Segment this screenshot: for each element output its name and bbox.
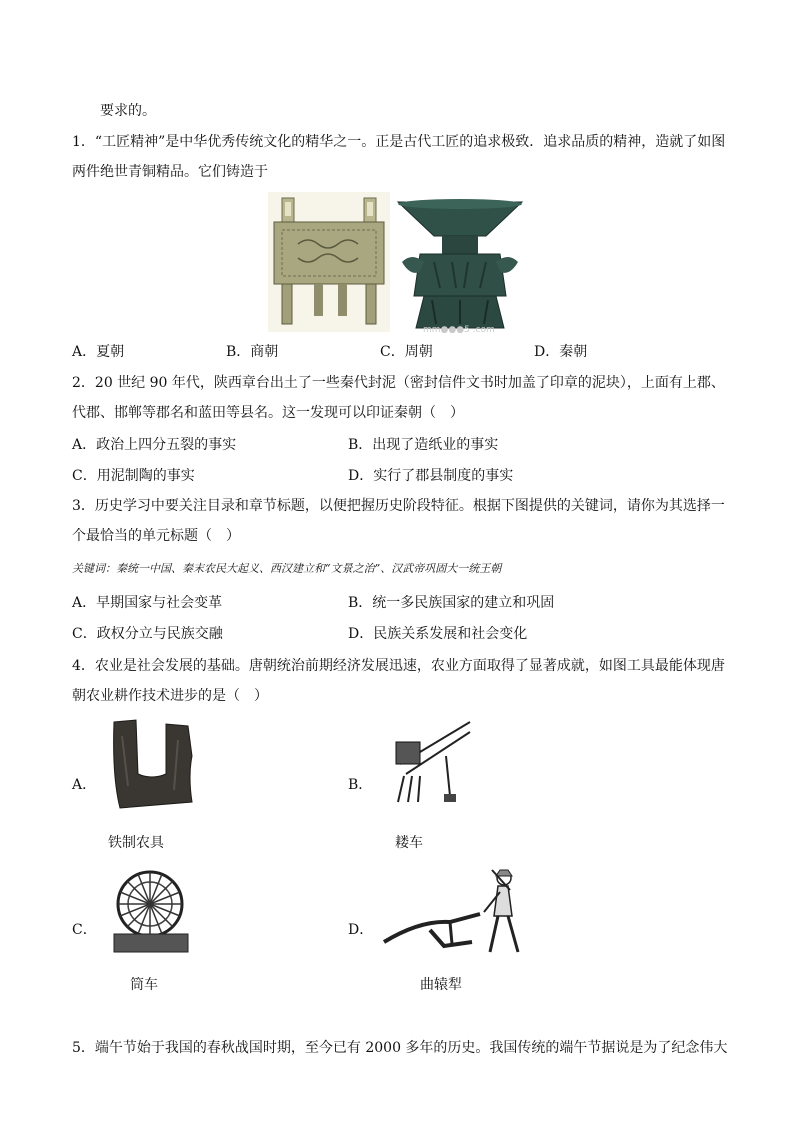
q2-option-c[interactable]: C．用泥制陶的事实 [72, 468, 195, 484]
q1-stem-line2: 两件绝世青铜精品。它们铸造于 [72, 164, 268, 180]
q1-stem-line1: 1．“工匠精神”是中华优秀传统文化的精华之一。正是古代工匠的追求极致．追求品质的精神，造就了如图 [72, 134, 726, 150]
q1-option-c[interactable]: C．周朝 [380, 344, 433, 360]
iron-tool-image [108, 716, 198, 812]
q4-caption-d: 曲辕犁 [420, 977, 462, 993]
q2-stem-line2: 代郡、邯郸等郡名和蓝田等县名。这一发现可以印证秦朝（ ） [72, 405, 464, 421]
q4-caption-b: 耧车 [395, 835, 423, 851]
intro-text: 要求的。 [100, 103, 156, 119]
q4-caption-c: 筒车 [130, 977, 158, 993]
q1-option-d[interactable]: D．秦朝 [534, 344, 588, 360]
q2-option-b[interactable]: B．出现了造纸业的事实 [348, 437, 499, 453]
q3-stem-line2: 个最恰当的单元标题（ ） [72, 528, 240, 544]
q3-option-d[interactable]: D．民族关系发展和社会变化 [348, 626, 528, 642]
q4-option-c-letter[interactable]: C． [72, 922, 97, 938]
q3-stem-line1: 3．历史学习中要关注目录和章节标题，以便把握历史阶段特征。根据下图提供的关键词，请你为其选择一 [72, 498, 725, 514]
image-watermark: mm●●●5 .com [423, 325, 495, 335]
q4-option-a-letter[interactable]: A． [72, 777, 97, 793]
q2-option-d[interactable]: D．实行了郡县制度的事实 [348, 468, 514, 484]
q5-stem-line1: 5．端午节始于我国的春秋战国时期，至今已有 2000 多年的历史。我国传统的端午节据说是为了纪念伟大 [72, 1040, 728, 1056]
q3-option-c[interactable]: C．政权分立与民族交融 [72, 626, 223, 642]
curved-plough-image [380, 864, 530, 960]
seed-drill-image [380, 716, 476, 812]
q4-stem-line1: 4．农业是社会发展的基础。唐朝统治前期经济发展迅速，农业方面取得了显著成就，如图工具最能体现唐 [72, 658, 725, 674]
q3-keywords: 关键词：秦统一中国、秦末农民大起义、西汉建立和“文景之治”、汉武帝巩固大一统王朝 [72, 562, 502, 575]
q2-stem-line1: 2．20 世纪 90 年代，陕西章台出土了一些秦代封泥（密封信件文书时加盖了印章的泥块），上面有上郡、 [72, 375, 725, 391]
q4-stem-line2: 朝农业耕作技术进步的是（ ） [72, 688, 268, 704]
q4-option-d-letter[interactable]: D． [348, 922, 374, 938]
bronze-zun-image [394, 196, 526, 336]
q2-option-a[interactable]: A．政治上四分五裂的事实 [72, 437, 237, 453]
q4-option-b-letter[interactable]: B． [348, 777, 373, 793]
q1-option-a[interactable]: A．夏朝 [72, 344, 125, 360]
bronze-ding-image [268, 192, 390, 332]
q1-option-b[interactable]: B．商朝 [226, 344, 279, 360]
q3-option-a[interactable]: A．早期国家与社会变革 [72, 595, 223, 611]
water-wheel-image [110, 864, 192, 956]
q3-option-b[interactable]: B．统一多民族国家的建立和巩固 [348, 595, 555, 611]
q4-caption-a: 铁制农具 [108, 835, 164, 851]
